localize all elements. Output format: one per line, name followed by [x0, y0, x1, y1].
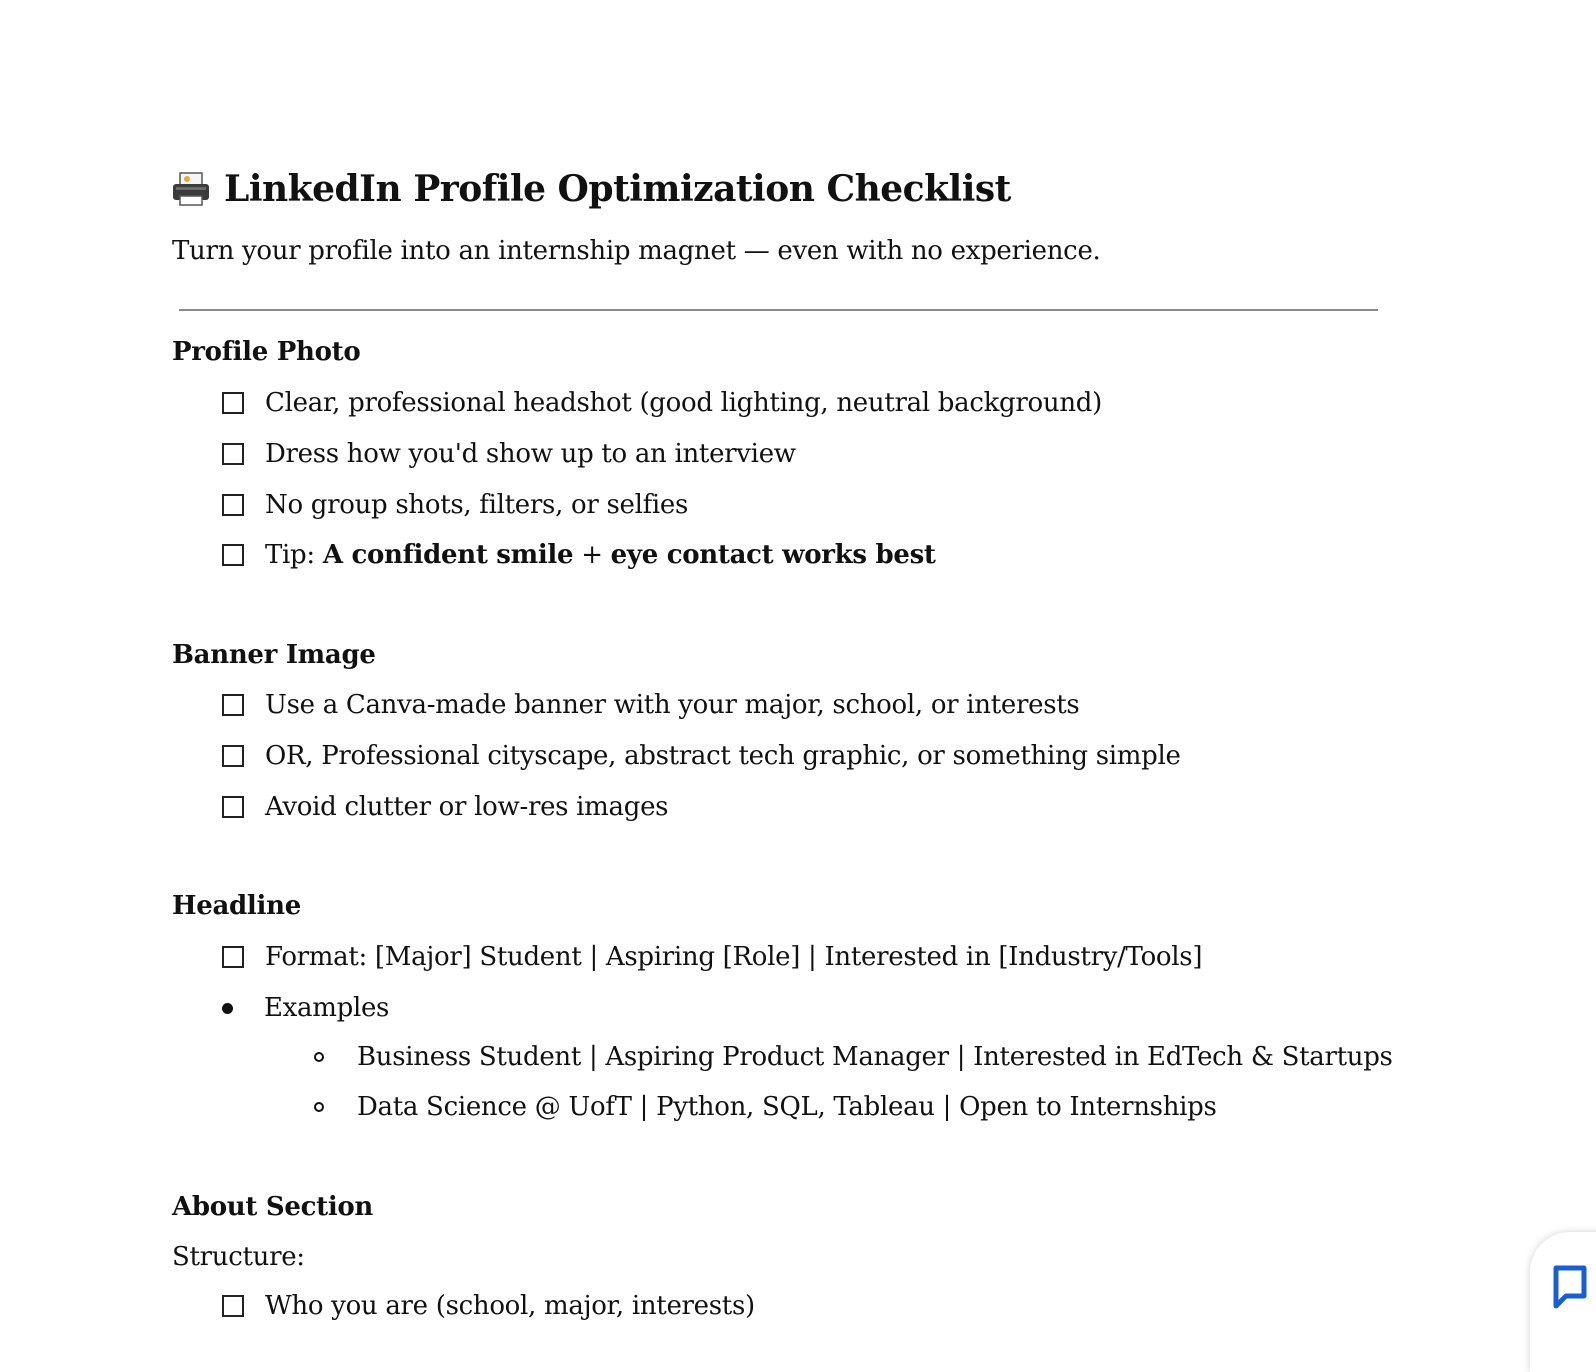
checklist-item-text: Format: [Major] Student | Aspiring [Role] | Interested in [Industry/Tools]: [265, 942, 1203, 972]
sub-list-item-text: Data Science @ UofT | Python, SQL, Tableau | Open to Internships: [357, 1092, 1217, 1122]
checklist-item: [222, 741, 1181, 771]
checklist-item: [222, 490, 688, 520]
structure-label: Structure:: [172, 1242, 305, 1272]
checkbox[interactable]: [222, 946, 244, 968]
checkbox[interactable]: [222, 544, 244, 566]
checkbox[interactable]: [222, 796, 244, 818]
checklist-item-text: Dress how you'd show up to an interview: [265, 439, 796, 469]
checklist-item-text: Who you are (school, major, interests): [265, 1291, 755, 1321]
checkbox[interactable]: [222, 494, 244, 516]
checklist-item-text: Use a Canva-made banner with your major, school, or interests: [265, 690, 1080, 720]
checklist-item-text: No group shots, filters, or selfies: [265, 490, 689, 520]
sub-list-item-text: Business Student | Aspiring Product Manager | Interested in EdTech & Startups: [357, 1042, 1393, 1072]
checklist-item: [222, 792, 668, 822]
filled-bullet-icon: [222, 1003, 233, 1014]
tip-bold-text: A confident smile: [322, 540, 574, 570]
checklist-item: [222, 388, 1102, 418]
sub-list-item: [314, 1092, 1217, 1122]
section-title-profile-photo: Profile Photo: [172, 337, 361, 367]
checklist-item-text: [265, 540, 936, 570]
checkbox[interactable]: [222, 392, 244, 414]
chat-bubble-icon: [1550, 1262, 1590, 1322]
checklist-item: [222, 690, 1079, 720]
sub-list-item: [314, 1042, 1393, 1072]
checklist-item: [222, 1291, 755, 1321]
page-title-row: [172, 168, 1011, 210]
tip-joiner: +: [573, 540, 611, 570]
horizontal-divider: [179, 309, 1378, 311]
checklist-item-text: Avoid clutter or low-res images: [265, 792, 669, 822]
checkbox[interactable]: [222, 745, 244, 767]
section-title-banner-image: Banner Image: [172, 640, 376, 670]
section-title-about: About Section: [172, 1192, 374, 1222]
checkbox[interactable]: [222, 443, 244, 465]
checklist-item-text: OR, Professional cityscape, abstract tech graphic, or something simple: [265, 741, 1181, 771]
page-subtitle: Turn your profile into an internship magnet — even with no experience.: [172, 236, 1101, 266]
chat-button[interactable]: [1530, 1232, 1596, 1372]
checklist-item: [222, 439, 796, 469]
checkbox[interactable]: [222, 1295, 244, 1317]
checklist-item: [222, 942, 1202, 972]
list-item-text: Examples: [264, 993, 390, 1023]
checkbox[interactable]: [222, 694, 244, 716]
checklist-item: [222, 540, 936, 570]
hollow-bullet-icon: [314, 1052, 324, 1062]
list-item: [222, 993, 389, 1023]
tip-prefix: Tip:: [265, 540, 323, 570]
hollow-bullet-icon: [314, 1102, 324, 1112]
printer-icon: [172, 170, 210, 208]
tip-bold-text: eye contact works best: [610, 540, 936, 570]
checklist-item-text: Clear, professional headshot (good lighting, neutral background): [265, 388, 1102, 418]
section-title-headline: Headline: [172, 891, 301, 921]
page-title: LinkedIn Profile Optimization Checklist: [224, 168, 1011, 210]
